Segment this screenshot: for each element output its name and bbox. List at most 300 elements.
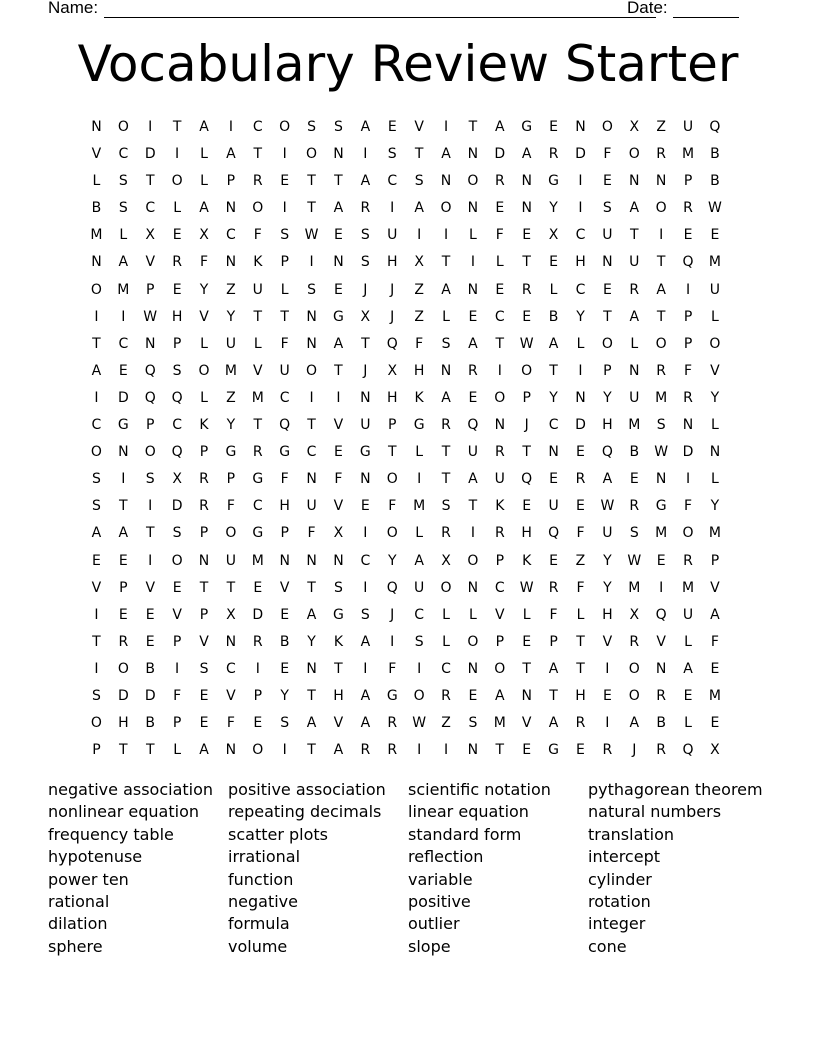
- grid-letter[interactable]: A: [199, 200, 209, 217]
- grid-letter[interactable]: E: [253, 579, 263, 596]
- grid-letter[interactable]: E: [576, 498, 585, 515]
- grid-letter[interactable]: U: [467, 444, 479, 461]
- grid-letter[interactable]: R: [575, 471, 586, 488]
- grid-letter[interactable]: I: [659, 227, 664, 244]
- grid-letter[interactable]: X: [548, 227, 559, 244]
- grid-letter[interactable]: N: [494, 417, 506, 434]
- grid-letter[interactable]: U: [225, 552, 237, 569]
- grid-letter[interactable]: O: [628, 146, 640, 163]
- grid-letter[interactable]: N: [548, 444, 559, 461]
- grid-letter[interactable]: P: [172, 715, 182, 732]
- grid-letter[interactable]: A: [91, 362, 102, 379]
- grid-letter[interactable]: Q: [171, 444, 183, 461]
- grid-letter[interactable]: H: [575, 254, 586, 271]
- grid-letter[interactable]: T: [307, 200, 316, 217]
- grid-letter[interactable]: O: [494, 389, 506, 406]
- grid-letter[interactable]: O: [655, 335, 667, 352]
- grid-letter[interactable]: V: [710, 362, 720, 379]
- grid-letter[interactable]: U: [548, 498, 559, 515]
- grid-letter[interactable]: G: [225, 444, 237, 461]
- grid-letter[interactable]: C: [494, 308, 505, 325]
- grid-letter[interactable]: F: [226, 715, 235, 732]
- grid-letter[interactable]: O: [306, 146, 318, 163]
- grid-letter[interactable]: O: [386, 471, 398, 488]
- grid-letter[interactable]: A: [441, 281, 451, 298]
- grid-letter[interactable]: L: [576, 606, 585, 623]
- grid-letter[interactable]: G: [655, 498, 667, 515]
- grid-letter[interactable]: O: [601, 335, 613, 352]
- grid-letter[interactable]: N: [333, 254, 344, 271]
- grid-letter[interactable]: J: [390, 606, 395, 623]
- grid-letter[interactable]: M: [413, 498, 426, 515]
- grid-letter[interactable]: N: [360, 471, 371, 488]
- grid-letter[interactable]: N: [306, 552, 317, 569]
- grid-letter[interactable]: R: [548, 146, 559, 163]
- grid-letter[interactable]: N: [225, 200, 237, 217]
- grid-letter[interactable]: G: [252, 471, 264, 488]
- grid-letter[interactable]: N: [467, 146, 479, 163]
- grid-letter[interactable]: Y: [307, 633, 316, 650]
- grid-letter[interactable]: R: [656, 742, 667, 759]
- grid-letter[interactable]: E: [495, 200, 505, 217]
- grid-letter[interactable]: L: [173, 200, 182, 217]
- grid-letter[interactable]: S: [414, 633, 424, 650]
- grid-letter[interactable]: N: [306, 660, 317, 677]
- grid-letter[interactable]: I: [363, 525, 368, 542]
- grid-letter[interactable]: Y: [603, 579, 612, 596]
- grid-letter[interactable]: D: [575, 146, 586, 163]
- grid-letter[interactable]: T: [334, 660, 343, 677]
- grid-letter[interactable]: V: [279, 579, 290, 596]
- grid-letter[interactable]: K: [414, 389, 424, 406]
- grid-letter[interactable]: N: [279, 552, 290, 569]
- grid-letter[interactable]: N: [629, 362, 640, 379]
- grid-letter[interactable]: G: [548, 173, 560, 190]
- grid-letter[interactable]: O: [467, 552, 479, 569]
- grid-letter[interactable]: G: [117, 417, 129, 434]
- grid-letter[interactable]: O: [709, 335, 721, 352]
- grid-letter[interactable]: A: [441, 146, 451, 163]
- grid-letter[interactable]: Y: [549, 200, 558, 217]
- grid-letter[interactable]: I: [94, 606, 99, 623]
- grid-letter[interactable]: I: [685, 471, 691, 488]
- grid-letter[interactable]: T: [280, 308, 289, 325]
- grid-letter[interactable]: Y: [226, 417, 236, 434]
- grid-letter[interactable]: D: [494, 146, 506, 163]
- grid-letter[interactable]: U: [414, 579, 425, 596]
- grid-letter[interactable]: P: [683, 173, 693, 190]
- grid-letter[interactable]: I: [659, 579, 664, 596]
- grid-letter[interactable]: R: [656, 362, 667, 379]
- grid-letter[interactable]: F: [684, 498, 693, 515]
- grid-letter[interactable]: C: [172, 417, 182, 434]
- grid-letter[interactable]: F: [388, 498, 397, 515]
- grid-letter[interactable]: T: [119, 742, 128, 759]
- grid-letter[interactable]: I: [417, 660, 422, 677]
- grid-letter[interactable]: I: [605, 660, 610, 677]
- grid-letter[interactable]: V: [656, 633, 666, 650]
- grid-letter[interactable]: Q: [548, 525, 560, 542]
- grid-letter[interactable]: L: [442, 633, 450, 650]
- grid-letter[interactable]: S: [387, 146, 397, 163]
- grid-letter[interactable]: M: [655, 525, 668, 542]
- grid-letter[interactable]: M: [90, 227, 103, 244]
- grid-letter[interactable]: E: [522, 633, 532, 650]
- grid-letter[interactable]: E: [118, 362, 128, 379]
- grid-letter[interactable]: I: [175, 660, 180, 677]
- grid-letter[interactable]: Q: [521, 471, 533, 488]
- grid-letter[interactable]: P: [253, 687, 263, 704]
- grid-letter[interactable]: E: [172, 227, 182, 244]
- grid-letter[interactable]: U: [602, 525, 613, 542]
- grid-letter[interactable]: F: [415, 335, 424, 352]
- grid-letter[interactable]: O: [413, 687, 425, 704]
- grid-letter[interactable]: D: [144, 687, 156, 704]
- grid-letter[interactable]: R: [683, 552, 693, 569]
- grid-letter[interactable]: N: [225, 633, 237, 650]
- grid-letter[interactable]: G: [333, 308, 344, 325]
- grid-letter[interactable]: O: [144, 444, 156, 461]
- grid-letter[interactable]: C: [360, 552, 371, 569]
- grid-letter[interactable]: F: [710, 633, 719, 650]
- grid-letter[interactable]: A: [495, 687, 505, 704]
- grid-letter[interactable]: T: [468, 498, 478, 515]
- grid-letter[interactable]: P: [710, 552, 720, 569]
- grid-letter[interactable]: A: [656, 281, 666, 298]
- grid-letter[interactable]: X: [172, 471, 182, 488]
- grid-letter[interactable]: R: [387, 742, 398, 759]
- grid-letter[interactable]: H: [118, 715, 129, 732]
- grid-letter[interactable]: X: [387, 362, 398, 379]
- grid-letter[interactable]: E: [334, 227, 343, 244]
- grid-letter[interactable]: N: [467, 742, 479, 759]
- grid-letter[interactable]: I: [309, 389, 314, 406]
- grid-letter[interactable]: X: [226, 606, 236, 623]
- grid-letter[interactable]: L: [442, 308, 450, 325]
- grid-letter[interactable]: S: [656, 417, 666, 434]
- grid-letter[interactable]: T: [119, 498, 128, 515]
- grid-letter[interactable]: O: [655, 200, 667, 217]
- grid-letter[interactable]: M: [493, 715, 506, 732]
- grid-letter[interactable]: L: [711, 417, 719, 434]
- grid-letter[interactable]: F: [280, 335, 289, 352]
- grid-letter[interactable]: N: [333, 552, 344, 569]
- grid-letter[interactable]: P: [603, 362, 612, 379]
- grid-letter[interactable]: P: [199, 525, 209, 542]
- grid-letter[interactable]: W: [708, 200, 722, 217]
- grid-letter[interactable]: G: [252, 525, 264, 542]
- grid-letter[interactable]: A: [199, 119, 209, 135]
- grid-letter[interactable]: R: [656, 687, 667, 704]
- grid-letter[interactable]: T: [145, 742, 155, 759]
- grid-letter[interactable]: N: [655, 660, 667, 677]
- grid-letter[interactable]: N: [306, 335, 317, 352]
- grid-letter[interactable]: B: [279, 633, 290, 650]
- grid-letter[interactable]: V: [226, 687, 236, 704]
- grid-letter[interactable]: M: [708, 254, 721, 271]
- grid-letter[interactable]: W: [600, 498, 615, 515]
- grid-letter[interactable]: T: [307, 742, 316, 759]
- grid-letter[interactable]: M: [708, 687, 721, 704]
- grid-letter[interactable]: E: [145, 633, 155, 650]
- grid-letter[interactable]: N: [467, 579, 479, 596]
- grid-letter[interactable]: R: [683, 389, 693, 406]
- grid-letter[interactable]: J: [363, 281, 368, 298]
- grid-letter[interactable]: L: [200, 146, 208, 163]
- grid-letter[interactable]: V: [145, 579, 156, 596]
- grid-letter[interactable]: F: [388, 660, 397, 677]
- grid-letter[interactable]: E: [387, 119, 397, 135]
- grid-letter[interactable]: P: [226, 173, 236, 190]
- grid-letter[interactable]: N: [333, 146, 344, 163]
- grid-letter[interactable]: O: [386, 525, 398, 542]
- grid-letter[interactable]: R: [199, 471, 209, 488]
- grid-letter[interactable]: Q: [144, 362, 156, 379]
- grid-letter[interactable]: Y: [280, 687, 289, 704]
- grid-letter[interactable]: E: [118, 606, 128, 623]
- grid-letter[interactable]: T: [307, 417, 316, 434]
- grid-letter[interactable]: I: [417, 227, 422, 244]
- grid-letter[interactable]: N: [360, 389, 371, 406]
- grid-letter[interactable]: M: [224, 362, 237, 379]
- grid-letter[interactable]: E: [576, 742, 585, 759]
- grid-letter[interactable]: C: [306, 444, 317, 461]
- grid-letter[interactable]: R: [494, 525, 505, 542]
- grid-letter[interactable]: E: [656, 552, 666, 569]
- grid-letter[interactable]: N: [655, 173, 667, 190]
- grid-letter[interactable]: S: [334, 579, 343, 596]
- grid-letter[interactable]: S: [172, 525, 182, 542]
- grid-letter[interactable]: N: [655, 471, 667, 488]
- grid-letter[interactable]: B: [548, 308, 559, 325]
- grid-letter[interactable]: W: [304, 227, 319, 244]
- grid-letter[interactable]: N: [225, 254, 237, 271]
- grid-letter[interactable]: P: [92, 742, 101, 759]
- grid-letter[interactable]: S: [360, 227, 370, 244]
- grid-letter[interactable]: E: [710, 715, 720, 732]
- grid-letter[interactable]: V: [199, 633, 209, 650]
- grid-letter[interactable]: L: [549, 281, 558, 298]
- grid-letter[interactable]: O: [171, 552, 183, 569]
- grid-letter[interactable]: P: [495, 552, 505, 569]
- grid-letter[interactable]: U: [306, 498, 317, 515]
- grid-letter[interactable]: T: [253, 417, 263, 434]
- grid-letter[interactable]: O: [628, 687, 640, 704]
- grid-letter[interactable]: V: [333, 715, 344, 732]
- grid-letter[interactable]: I: [309, 254, 314, 271]
- grid-letter[interactable]: F: [576, 525, 585, 542]
- grid-letter[interactable]: S: [468, 715, 478, 732]
- grid-letter[interactable]: E: [522, 227, 532, 244]
- grid-letter[interactable]: T: [656, 308, 666, 325]
- grid-letter[interactable]: H: [386, 254, 398, 271]
- grid-letter[interactable]: I: [443, 227, 449, 244]
- grid-letter[interactable]: Y: [710, 389, 720, 406]
- grid-letter[interactable]: O: [117, 119, 129, 135]
- grid-letter[interactable]: G: [333, 606, 344, 623]
- grid-letter[interactable]: W: [627, 552, 642, 569]
- grid-letter[interactable]: E: [172, 579, 182, 596]
- grid-letter[interactable]: P: [226, 471, 236, 488]
- grid-letter[interactable]: S: [92, 687, 101, 704]
- grid-letter[interactable]: I: [363, 146, 368, 163]
- grid-letter[interactable]: I: [470, 254, 475, 271]
- grid-letter[interactable]: E: [92, 552, 101, 569]
- grid-letter[interactable]: L: [469, 606, 477, 623]
- grid-letter[interactable]: X: [629, 606, 640, 623]
- grid-letter[interactable]: L: [711, 471, 719, 488]
- grid-letter[interactable]: O: [440, 579, 452, 596]
- grid-letter[interactable]: Z: [226, 281, 236, 298]
- grid-letter[interactable]: R: [118, 633, 129, 650]
- grid-letter[interactable]: O: [252, 200, 264, 217]
- grid-letter[interactable]: R: [360, 200, 371, 217]
- grid-letter[interactable]: G: [548, 742, 560, 759]
- grid-letter[interactable]: N: [91, 119, 102, 135]
- grid-letter[interactable]: P: [522, 389, 531, 406]
- grid-letter[interactable]: A: [360, 173, 371, 190]
- grid-letter[interactable]: S: [441, 498, 451, 515]
- grid-letter[interactable]: X: [414, 254, 424, 271]
- grid-letter[interactable]: P: [549, 633, 558, 650]
- grid-letter[interactable]: V: [495, 606, 505, 623]
- grid-letter[interactable]: E: [199, 715, 209, 732]
- grid-letter[interactable]: R: [521, 281, 532, 298]
- grid-letter[interactable]: A: [306, 715, 317, 732]
- grid-letter[interactable]: R: [629, 633, 640, 650]
- grid-letter[interactable]: L: [92, 173, 101, 190]
- grid-letter[interactable]: S: [280, 715, 290, 732]
- grid-letter[interactable]: T: [576, 633, 585, 650]
- grid-letter[interactable]: Y: [549, 389, 558, 406]
- grid-letter[interactable]: I: [228, 119, 233, 135]
- grid-letter[interactable]: C: [279, 389, 290, 406]
- grid-letter[interactable]: I: [121, 471, 126, 488]
- grid-letter[interactable]: S: [629, 525, 639, 542]
- grid-letter[interactable]: R: [252, 444, 263, 461]
- grid-letter[interactable]: R: [548, 579, 559, 596]
- grid-letter[interactable]: T: [199, 579, 209, 596]
- grid-letter[interactable]: T: [226, 579, 236, 596]
- grid-letter[interactable]: L: [253, 335, 262, 352]
- grid-letter[interactable]: R: [441, 525, 451, 542]
- grid-letter[interactable]: B: [145, 715, 156, 732]
- grid-letter[interactable]: U: [602, 227, 613, 244]
- grid-letter[interactable]: A: [118, 525, 129, 542]
- grid-letter[interactable]: T: [549, 687, 558, 704]
- grid-letter[interactable]: H: [602, 417, 613, 434]
- grid-letter[interactable]: R: [494, 173, 505, 190]
- grid-letter[interactable]: T: [253, 146, 263, 163]
- grid-letter[interactable]: O: [467, 633, 479, 650]
- grid-letter[interactable]: E: [334, 281, 343, 298]
- grid-letter[interactable]: M: [628, 417, 641, 434]
- grid-letter[interactable]: E: [118, 552, 128, 569]
- grid-letter[interactable]: Z: [575, 552, 586, 569]
- grid-letter[interactable]: P: [146, 281, 155, 298]
- grid-letter[interactable]: E: [549, 552, 559, 569]
- grid-letter[interactable]: O: [601, 119, 613, 135]
- grid-letter[interactable]: O: [682, 525, 694, 542]
- grid-letter[interactable]: O: [306, 362, 318, 379]
- grid-letter[interactable]: N: [575, 119, 586, 135]
- grid-letter[interactable]: I: [94, 389, 99, 406]
- grid-letter[interactable]: J: [390, 281, 395, 298]
- grid-letter[interactable]: U: [279, 362, 290, 379]
- grid-letter[interactable]: U: [629, 389, 640, 406]
- grid-letter[interactable]: I: [255, 660, 260, 677]
- grid-letter[interactable]: Q: [601, 444, 613, 461]
- grid-letter[interactable]: N: [467, 660, 479, 677]
- grid-letter[interactable]: H: [575, 687, 586, 704]
- name-blank[interactable]: [104, 17, 656, 18]
- grid-letter[interactable]: N: [144, 335, 156, 352]
- grid-letter[interactable]: D: [117, 687, 129, 704]
- grid-letter[interactable]: I: [148, 119, 153, 135]
- grid-letter[interactable]: E: [576, 444, 585, 461]
- grid-letter[interactable]: H: [171, 308, 183, 325]
- grid-letter[interactable]: Q: [682, 742, 694, 759]
- grid-letter[interactable]: E: [522, 742, 532, 759]
- grid-letter[interactable]: C: [414, 606, 425, 623]
- grid-letter[interactable]: A: [548, 660, 559, 677]
- grid-letter[interactable]: T: [495, 742, 505, 759]
- grid-letter[interactable]: O: [279, 119, 291, 135]
- grid-letter[interactable]: C: [548, 417, 559, 434]
- grid-letter[interactable]: A: [333, 335, 344, 352]
- grid-letter[interactable]: K: [199, 417, 209, 434]
- grid-letter[interactable]: Y: [199, 281, 209, 298]
- grid-letter[interactable]: L: [684, 633, 692, 650]
- grid-letter[interactable]: I: [578, 173, 583, 190]
- grid-letter[interactable]: A: [468, 335, 478, 352]
- grid-letter[interactable]: D: [117, 389, 129, 406]
- grid-letter[interactable]: D: [575, 417, 586, 434]
- grid-letter[interactable]: U: [387, 227, 398, 244]
- grid-letter[interactable]: X: [333, 525, 344, 542]
- grid-letter[interactable]: N: [306, 308, 317, 325]
- grid-letter[interactable]: C: [118, 146, 129, 163]
- grid-letter[interactable]: P: [683, 308, 693, 325]
- grid-letter[interactable]: L: [119, 227, 128, 244]
- grid-letter[interactable]: S: [441, 335, 451, 352]
- grid-letter[interactable]: X: [629, 119, 640, 135]
- grid-letter[interactable]: C: [441, 660, 451, 677]
- grid-letter[interactable]: I: [497, 362, 502, 379]
- grid-letter[interactable]: Z: [226, 389, 236, 406]
- grid-letter[interactable]: S: [118, 173, 128, 190]
- grid-letter[interactable]: T: [92, 335, 101, 352]
- grid-letter[interactable]: E: [334, 444, 343, 461]
- grid-letter[interactable]: N: [467, 200, 479, 217]
- grid-letter[interactable]: H: [521, 525, 532, 542]
- grid-letter[interactable]: E: [253, 715, 263, 732]
- grid-letter[interactable]: P: [119, 579, 128, 596]
- grid-letter[interactable]: P: [172, 335, 182, 352]
- grid-letter[interactable]: S: [334, 119, 343, 135]
- grid-letter[interactable]: M: [681, 146, 695, 163]
- grid-letter[interactable]: Y: [603, 552, 612, 569]
- grid-letter[interactable]: E: [629, 471, 639, 488]
- grid-letter[interactable]: N: [225, 742, 237, 759]
- grid-letter[interactable]: H: [602, 606, 613, 623]
- grid-letter[interactable]: T: [387, 444, 397, 461]
- grid-letter[interactable]: R: [602, 742, 613, 759]
- grid-letter[interactable]: I: [282, 742, 287, 759]
- grid-letter[interactable]: T: [145, 173, 155, 190]
- grid-letter[interactable]: A: [333, 200, 344, 217]
- grid-letter[interactable]: P: [280, 254, 289, 271]
